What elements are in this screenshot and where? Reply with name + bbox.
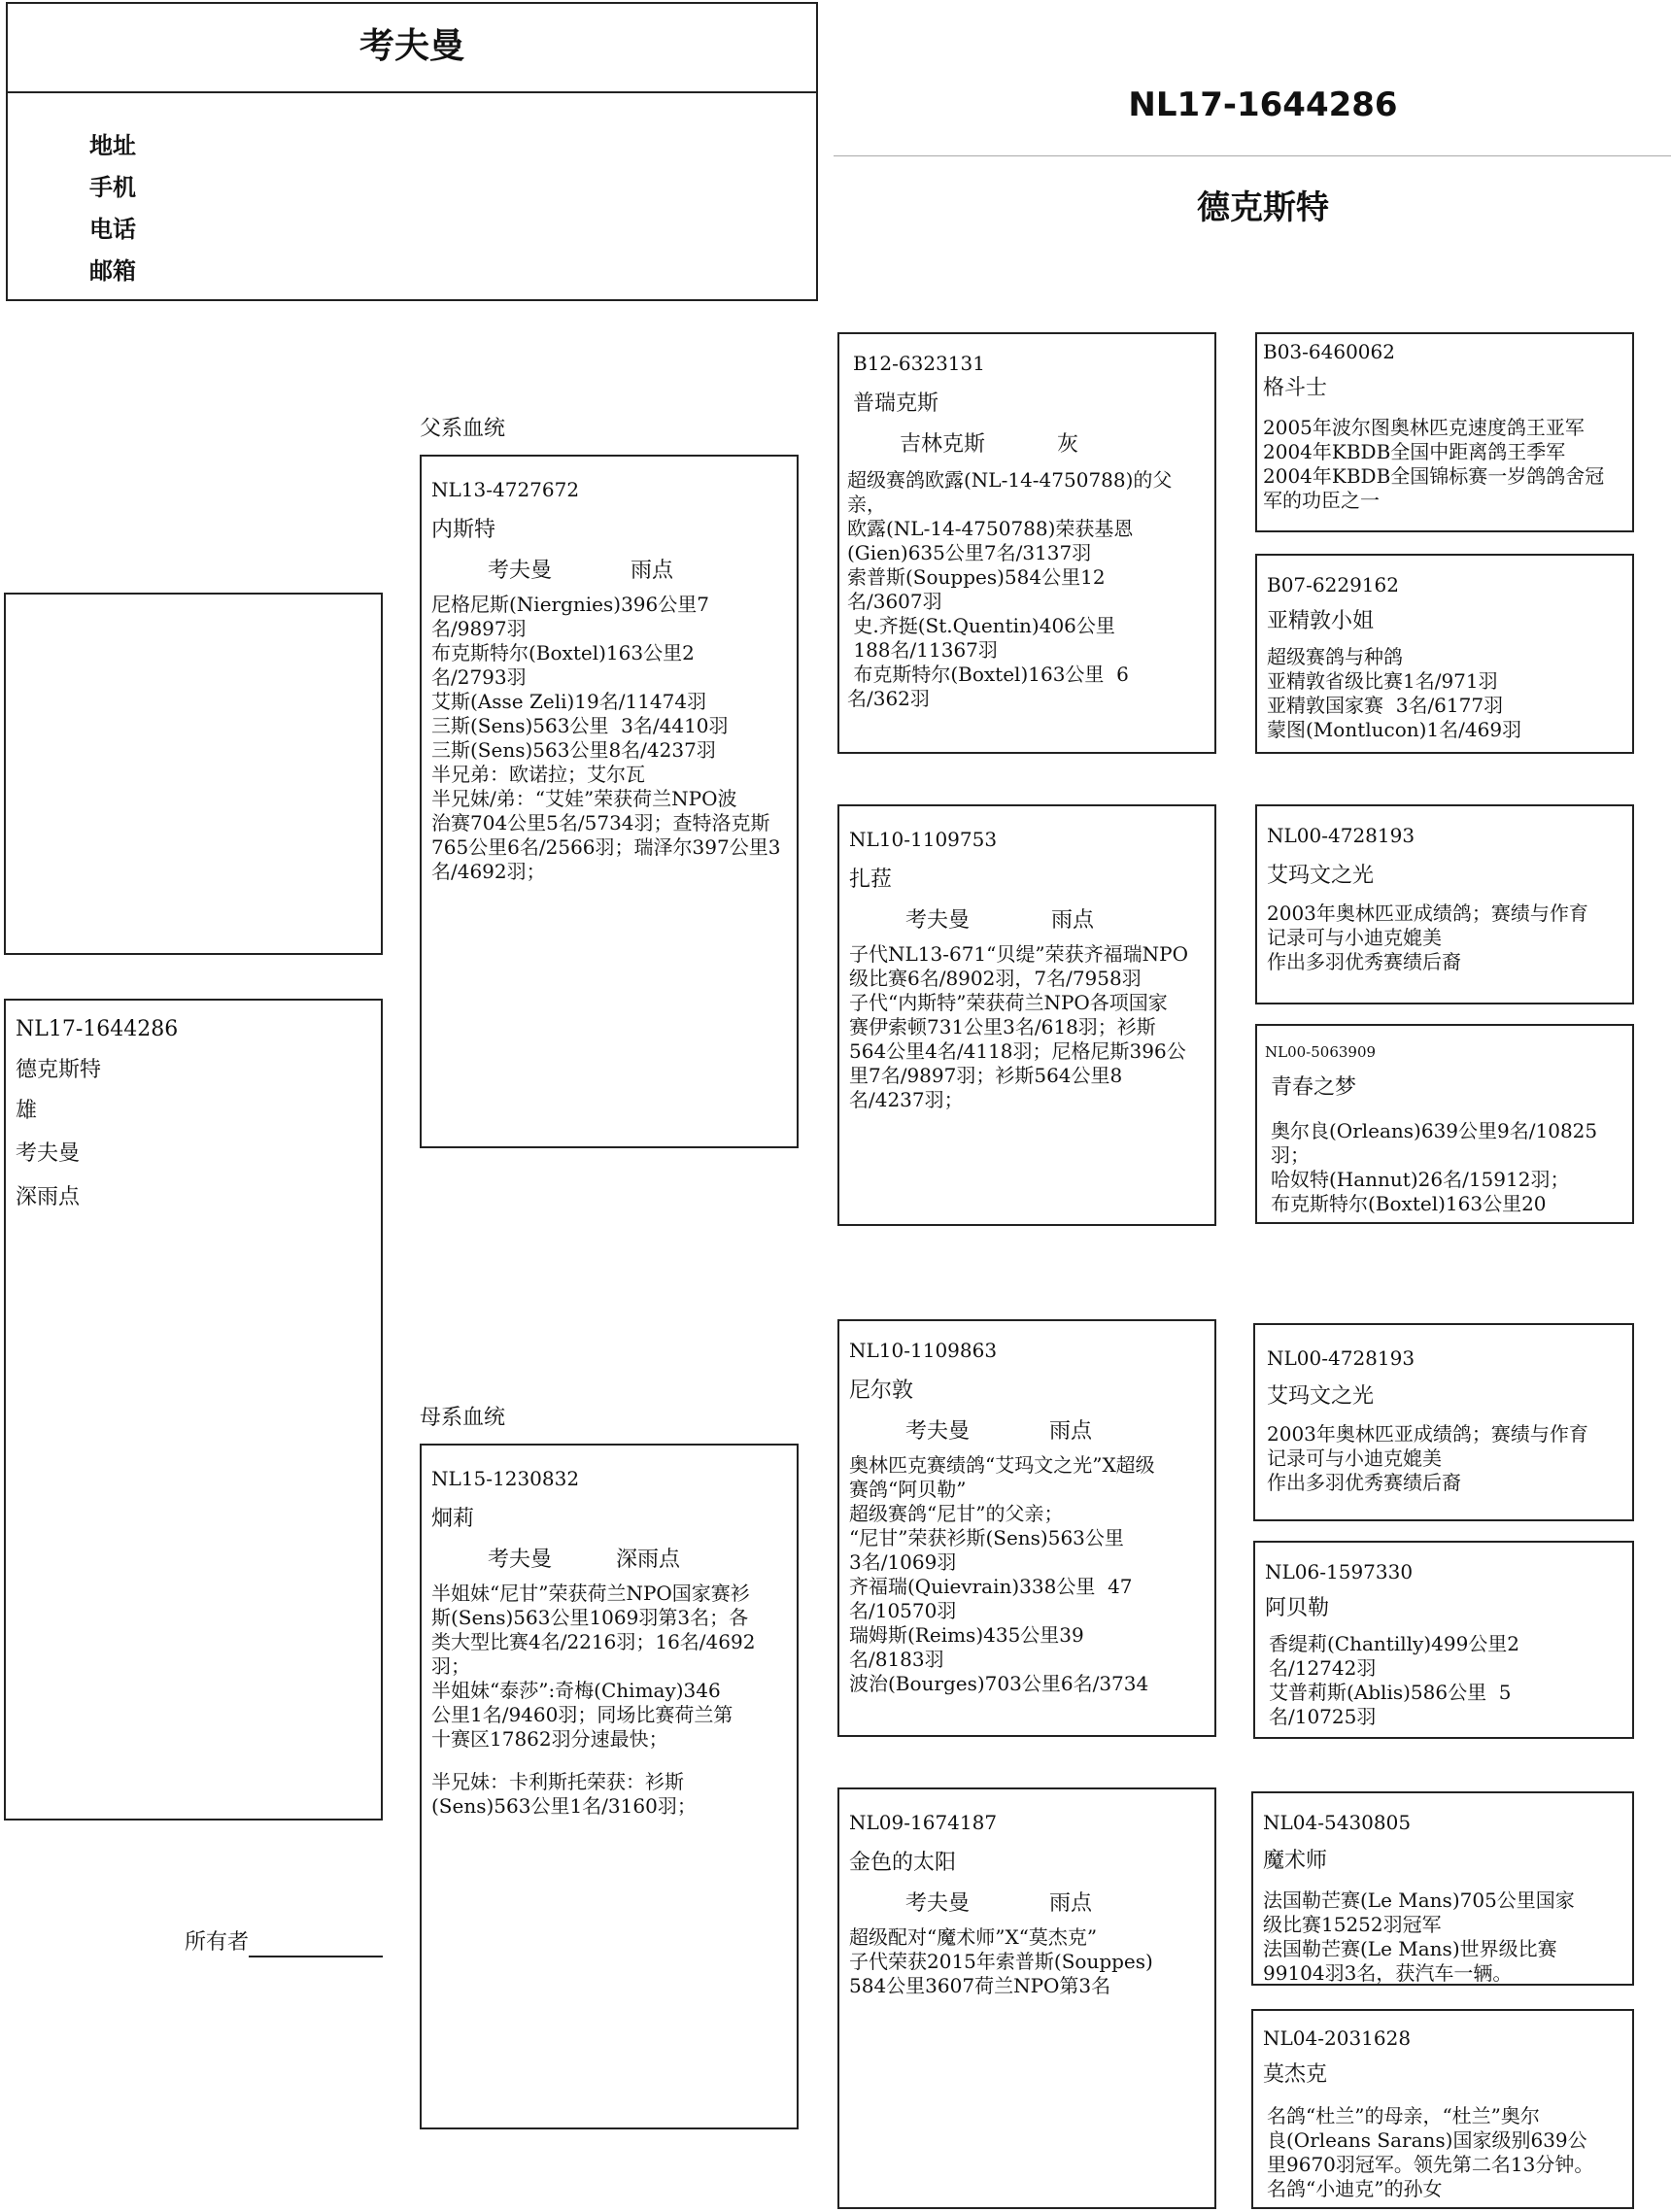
sire-ring: NL13-4727672 [431, 478, 580, 501]
subject-ring: NL17-1644286 [16, 1017, 179, 1041]
dam-ring: NL15-1230832 [431, 1467, 580, 1490]
dsd-info: 香缇莉(Chantilly)499公里2 名/12742羽 艾普莉斯(Ablis)586公里 5 名/10725羽 [1269, 1632, 1520, 1728]
sire-box [420, 455, 799, 1148]
sdd-info: 奥尔良(Orleans)639公里9名/10825 羽； 哈奴特(Hannut)26名/15912羽； 布克斯特尔(Boxtel)163公里20 [1271, 1119, 1598, 1215]
dds-ring: NL04-5430805 [1263, 1811, 1412, 1834]
ddd-name: 莫杰克 [1263, 2062, 1328, 2087]
photo-box [4, 593, 383, 955]
sd-info: 子代NL13-671“贝缇”荣获齐福瑞NPO 级比赛6名/8902羽，7名/7958羽 子代“内斯特”荣获荷兰NPO各项国家 赛伊索顿731公里3名/618羽；衫斯 564公里4名/4118羽；尼格尼斯396公 里7名/9897羽；衫斯564公里8 名/4237羽； [849, 942, 1188, 1111]
ds-info: 奥林匹克赛绩鸽“艾玛文之光”X超级 赛鸽“阿贝勒” 超级赛鸽“尼甘”的父亲； “尼甘”荣获衫斯(Sens)563公里 3名/1069羽 齐福瑞(Quievrain)338公里 47 名/10570羽 瑞姆斯(Reims)435公里39 名/8183羽 波治(Bourges)703公里6名/3734 [849, 1453, 1155, 1695]
subject-name: 德克斯特 [16, 1058, 102, 1082]
sire-sire-box [837, 332, 1216, 754]
subject-color: 深雨点 [16, 1185, 81, 1209]
mobile-label: 手机 [89, 173, 136, 201]
owner-signature-line [249, 1956, 383, 1957]
ss-strain: 吉林克斯 [900, 432, 986, 457]
sds-box [1255, 804, 1634, 1004]
ds-ring: NL10-1109863 [849, 1339, 998, 1362]
sdd-box [1255, 1024, 1634, 1224]
dam-section-label: 母系血统 [420, 1406, 506, 1430]
ddd-ring: NL04-2031628 [1263, 2026, 1412, 2050]
sd-color: 雨点 [1051, 908, 1095, 933]
ds-color: 雨点 [1049, 1419, 1093, 1444]
dam-info-extra: 半兄妹：卡利斯托荣获：衫斯 (Sens)563公里1名/3160羽； [431, 1770, 697, 1818]
dsd-name: 阿贝勒 [1265, 1596, 1330, 1620]
dsd-box [1253, 1541, 1634, 1739]
sds-info: 2003年奥林匹亚成绩鸽；赛绩与作育 记录可与小迪克媲美 作出多羽优秀赛绩后裔 [1267, 902, 1588, 973]
dam-name: 炯莉 [431, 1507, 475, 1531]
sdd-ring: NL00-5063909 [1265, 1043, 1377, 1061]
sire-dam-box [837, 804, 1216, 1226]
sss-name: 格斗士 [1263, 376, 1328, 400]
sire-color: 雨点 [631, 559, 674, 583]
ddd-info: 名鸽“杜兰”的母亲，“杜兰”奥尔 良(Orleans Sarans)国家级别639公 里9670羽冠军。领先第二名13分钟。 名鸽“小迪克”的孙女 [1267, 2104, 1594, 2200]
dd-info: 超级配对“魔术师”X“莫杰克” 子代荣获2015年索普斯(Souppes) 584公里3607荷兰NPO第3名 [849, 1925, 1153, 1997]
ddd-box [1251, 2009, 1634, 2209]
sdd-name: 青春之梦 [1271, 1075, 1357, 1100]
sire-info: 尼格尼斯(Niergnies)396公里7 名/9897羽 布克斯特尔(Boxtel)163公里2 名/2793羽 艾斯(Asse Zeli)19名/11474羽 三斯(Sens)563公里 3名/4410羽 三斯(Sens)563公里8名/4237羽 半兄弟：欧诺拉；艾尔瓦 半兄妹/弟：“艾娃”荣获荷兰NPO波 治赛704公里5名/5734羽；查特洛克斯 765公里6名/2566羽；瑞泽尔397公里3 名/4692羽； [431, 593, 781, 883]
dam-info: 半姐妹“尼甘”荣获荷兰NPO国家赛衫 斯(Sens)563公里1069羽第3名；各 类大型比赛4名/2216羽；16名/4692 羽； 半姐妹“泰莎”:奇梅(Chimay)346 公里1名/9460羽；同场比赛荷兰第 十赛区17862羽分速最快； [431, 1582, 756, 1751]
dss-box [1253, 1323, 1634, 1521]
owner-contact-box [6, 2, 818, 301]
dss-name: 艾玛文之光 [1267, 1384, 1375, 1409]
owner-label: 所有者 [185, 1930, 250, 1955]
header-pigeon-name: 德克斯特 [1197, 188, 1329, 227]
sd-ring: NL10-1109753 [849, 828, 998, 851]
dds-info: 法国勒芒赛(Le Mans)705公里国家 级比赛15252羽冠军 法国勒芒赛(Le Mans)世界级比赛 99104羽3名，获汽车一辆。 [1263, 1889, 1575, 1985]
dsd-ring: NL06-1597330 [1265, 1560, 1414, 1583]
dd-strain: 考夫曼 [905, 1891, 971, 1916]
sss-info: 2005年波尔图奥林匹克速度鸽王亚军 2004年KBDB全国中距离鸽王季军 2004年KBDB全国锦标赛一岁鸽鸽舍冠 军的功臣之一 [1263, 416, 1605, 512]
ss-color: 灰 [1057, 432, 1079, 457]
address-label: 地址 [89, 131, 136, 159]
header-ring-number: NL17-1644286 [1128, 85, 1398, 124]
dam-color: 深雨点 [616, 1548, 681, 1572]
sire-section-label: 父系血统 [420, 417, 506, 441]
header-divider [834, 155, 1671, 156]
sds-name: 艾玛文之光 [1267, 864, 1375, 888]
subject-box [4, 999, 383, 1821]
dd-color: 雨点 [1049, 1891, 1093, 1916]
ssd-ring: B07-6229162 [1267, 573, 1399, 596]
dds-name: 魔术师 [1263, 1849, 1328, 1873]
dam-sire-box [837, 1319, 1216, 1737]
ss-ring: B12-6323131 [853, 352, 985, 375]
dam-strain: 考夫曼 [488, 1548, 553, 1572]
owner-title-bar [8, 4, 816, 93]
sd-name: 扎菈 [849, 868, 893, 892]
ds-name: 尼尔敦 [849, 1378, 914, 1403]
phone-label: 电话 [89, 215, 136, 243]
subject-sex: 雄 [16, 1099, 38, 1123]
ds-strain: 考夫曼 [905, 1419, 971, 1444]
sire-strain: 考夫曼 [488, 559, 553, 583]
ssd-name: 亚精敦小姐 [1267, 609, 1375, 633]
dss-ring: NL00-4728193 [1267, 1346, 1415, 1370]
dam-dam-box [837, 1787, 1216, 2209]
ssd-box [1255, 554, 1634, 754]
owner-title: 考夫曼 [358, 26, 464, 66]
ss-name: 普瑞克斯 [853, 391, 939, 416]
sd-strain: 考夫曼 [905, 908, 971, 933]
dd-name: 金色的太阳 [849, 1851, 957, 1875]
dds-box [1251, 1791, 1634, 1986]
sss-ring: B03-6460062 [1263, 340, 1395, 363]
subject-strain: 考夫曼 [16, 1141, 81, 1166]
email-label: 邮箱 [89, 256, 136, 285]
ssd-info: 超级赛鸽与种鸽 亚精敦省级比赛1名/971羽 亚精敦国家赛 3名/6177羽 蒙图(Montlucon)1名/469羽 [1267, 645, 1522, 741]
ss-info: 超级赛鸽欧露(NL-14-4750788)的父 亲， 欧露(NL-14-4750788)荣获基恩 (Gien)635公里7名/3137羽 索普斯(Souppes)584公里12 名/3607羽 史.齐挺(St.Quentin)406公里 188名/11367羽 布克斯特尔(Boxtel)163公里 6 名/362羽 [847, 468, 1173, 710]
sds-ring: NL00-4728193 [1267, 824, 1415, 847]
sss-box [1255, 332, 1634, 532]
dd-ring: NL09-1674187 [849, 1811, 998, 1834]
sire-name: 内斯特 [431, 518, 496, 542]
dss-info: 2003年奥林匹亚成绩鸽；赛绩与作育 记录可与小迪克媲美 作出多羽优秀赛绩后裔 [1267, 1422, 1588, 1494]
dam-box [420, 1444, 799, 2129]
